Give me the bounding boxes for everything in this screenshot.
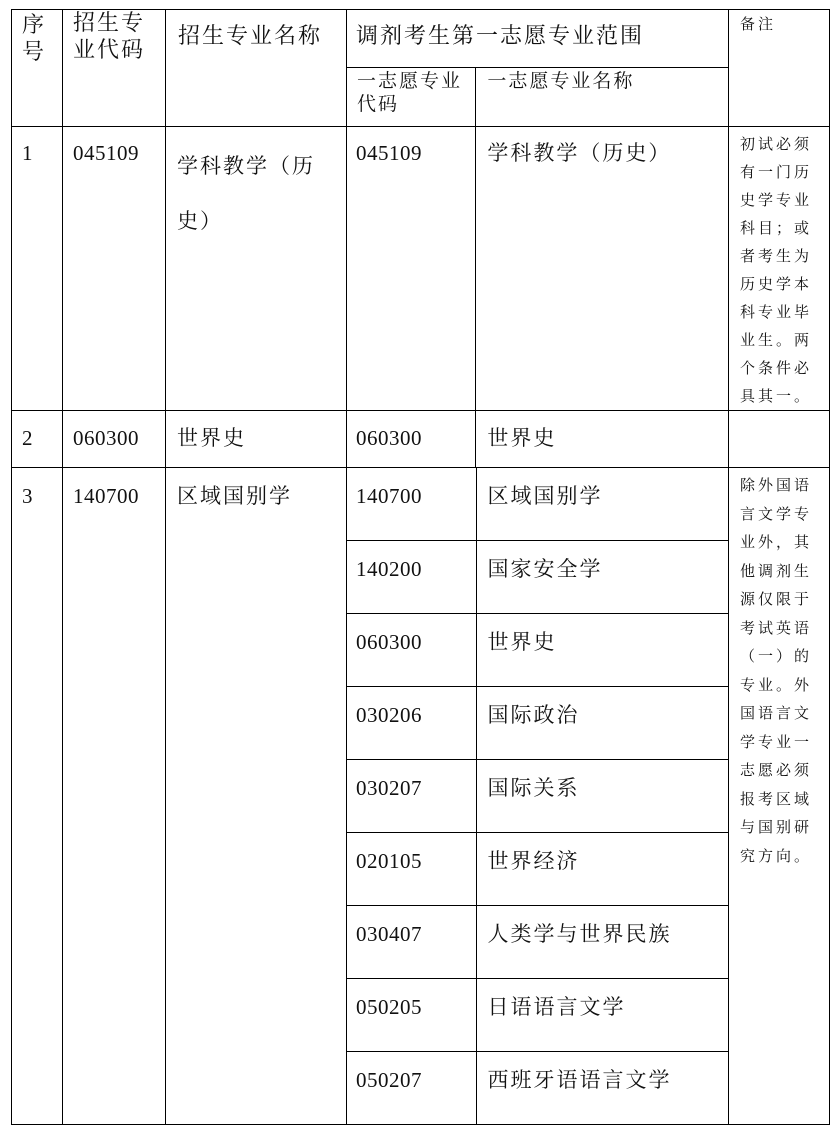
scope-row [347,979,728,1052]
scope-code: 140200 [347,541,476,614]
scope-code: 050207 [347,1052,476,1125]
scope-code: 030207 [347,760,476,833]
scope-name: 人类学与世界民族 [476,906,728,979]
row-remark: 初试必须有一门历史学专业科目；或者考生为历史学本科专业毕业生。两个条件必具其一。 [729,127,830,411]
row-scope-code: 060300 [347,411,476,468]
scope-code: 030407 [347,906,476,979]
adjustment-table [11,9,830,1125]
row-remark [729,411,830,468]
scope-row [347,468,728,541]
clipped-title-fragment [160,0,470,6]
row-code: 140700 [63,468,166,1125]
row-code: 045109 [63,127,166,411]
row-code: 060300 [63,411,166,468]
scope-row [347,687,728,760]
scope-code: 140700 [347,468,476,541]
scope-code: 020105 [347,833,476,906]
row-scope-code: 045109 [347,127,476,411]
scope-subtable [347,468,728,1124]
scope-code: 060300 [347,614,476,687]
header-scope: 调剂考生第一志愿专业范围 [347,10,729,68]
scope-row [347,614,728,687]
row-remark: 除外国语言文学专业外，其他调剂生源仅限于考试英语（一）的专业。外国语言文学专业一志愿必须报考区域与国别研究方向。 [729,468,830,1125]
row-scope-list [347,468,729,1125]
scope-name: 国际关系 [476,760,728,833]
scope-name: 区域国别学 [476,468,728,541]
row-scope-name: 学科教学（历史） [476,127,729,411]
scope-code: 030206 [347,687,476,760]
table-row [12,411,830,468]
scope-name: 西班牙语语言文学 [476,1052,728,1125]
header-scope-code: 一志愿专业代码 [347,68,476,127]
scope-row [347,906,728,979]
scope-row [347,760,728,833]
scope-name: 国际政治 [476,687,728,760]
row-name: 世界史 [166,411,347,468]
scope-name: 国家安全学 [476,541,728,614]
header-name: 招生专业名称 [166,10,347,127]
scope-row [347,833,728,906]
row-scope-name: 世界史 [476,411,729,468]
header-code: 招生专业代码 [63,10,166,127]
scope-name: 日语语言文学 [476,979,728,1052]
row-name: 学科教学（历史） [166,127,347,411]
scope-code: 050205 [347,979,476,1052]
table-row [12,127,830,411]
scope-name: 世界史 [476,614,728,687]
scope-row [347,1052,728,1125]
header-seq: 序号 [12,10,63,127]
header-scope-name: 一志愿专业名称 [476,68,729,127]
row-name: 区域国别学 [166,468,347,1125]
row-seq: 3 [12,468,63,1125]
scope-row [347,541,728,614]
scope-name: 世界经济 [476,833,728,906]
table-row [12,468,830,1125]
row-seq: 2 [12,411,63,468]
header-remark: 备注 [729,10,830,127]
row-seq: 1 [12,127,63,411]
